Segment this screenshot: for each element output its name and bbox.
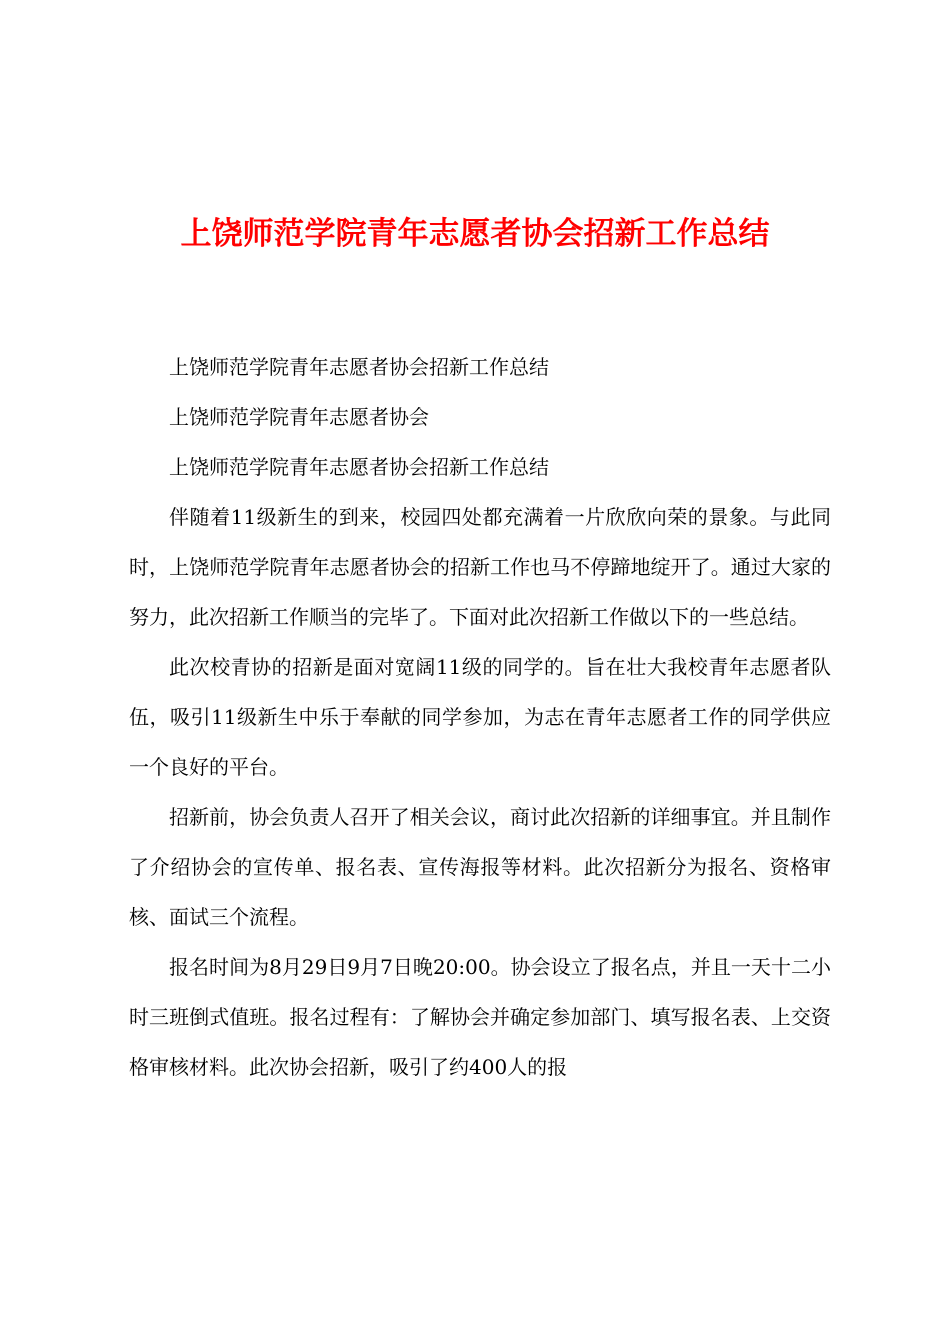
document-body: [129, 342, 831, 1092]
paragraph: 伴随着11级新生的到来，校园四处都充满着一片欣欣向荣的景象。与此同时，上饶师范学院青年志愿者协会的招新工作也马不停蹄地绽开了。通过大家的努力，此次招新工作顺当的完毕了。下面对此次招新工作做以下的一些总结。: [129, 505, 831, 629]
paragraph: 上饶师范学院青年志愿者协会招新工作总结: [169, 355, 549, 379]
paragraph: 报名时间为8月29日9月7日晚20:00。协会设立了报名点，并且一天十二小时三班倒式值班。报名过程有：了解协会并确定参加部门、填写报名表、上交资格审核材料。此次协会招新，吸引了约400人的报: [129, 955, 831, 1079]
paragraph: 招新前，协会负责人召开了相关会议，商讨此次招新的详细事宜。并且制作了介绍协会的宣传单、报名表、宣传海报等材料。此次招新分为报名、资格审核、面试三个流程。: [129, 805, 831, 929]
paragraph: 上饶师范学院青年志愿者协会招新工作总结: [169, 455, 549, 479]
paragraph: 上饶师范学院青年志愿者协会: [169, 405, 429, 429]
paragraph: 此次校青协的招新是面对宽阔11级的同学的。旨在壮大我校青年志愿者队伍，吸引11级新生中乐于奉献的同学参加，为志在青年志愿者工作的同学供应一个良好的平台。: [129, 655, 831, 779]
document-title: 上饶师范学院青年志愿者协会招新工作总结: [180, 216, 770, 252]
